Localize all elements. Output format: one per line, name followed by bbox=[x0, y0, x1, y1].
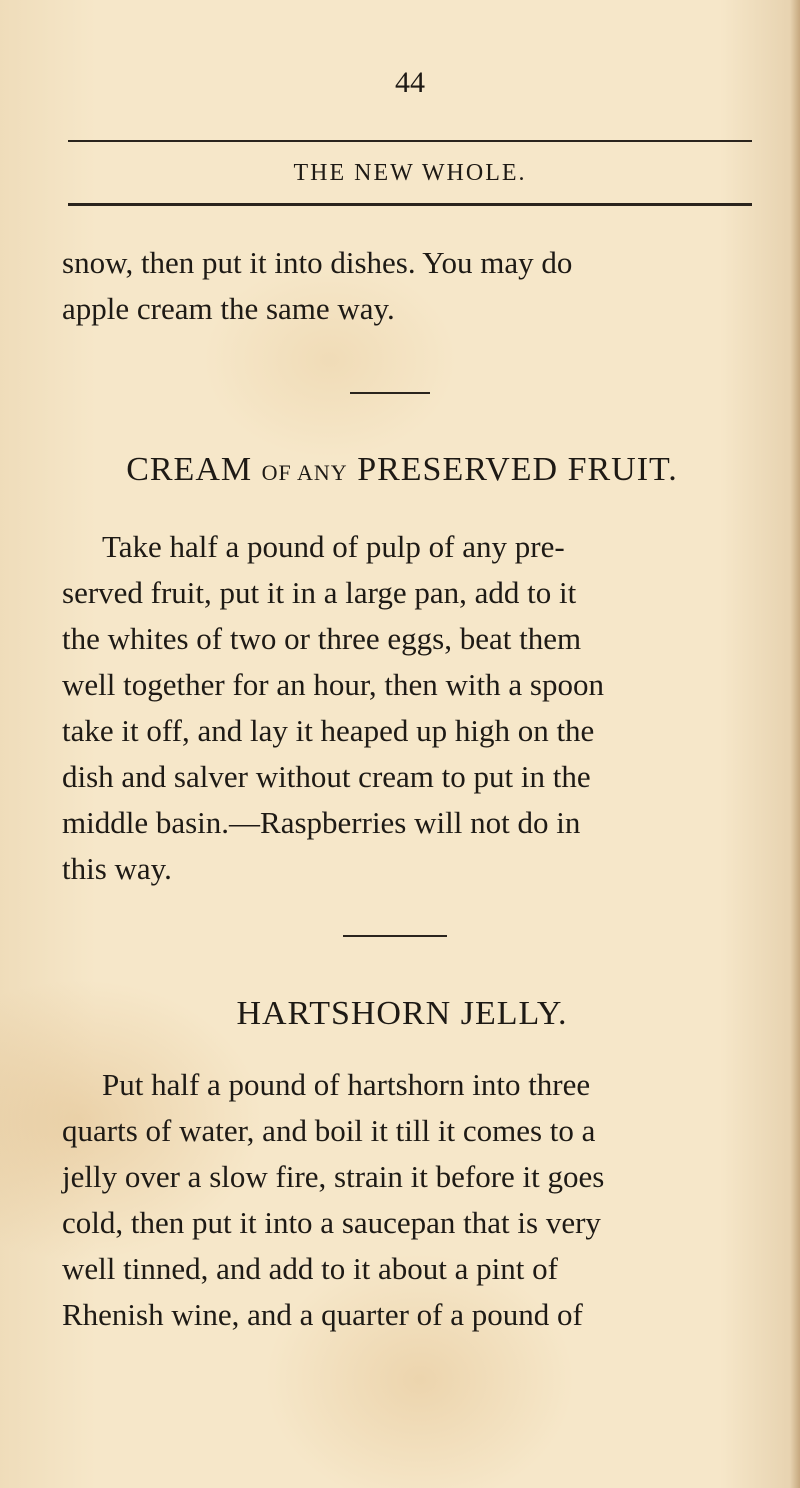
text-line: middle basin.—Raspberries will not do in bbox=[62, 805, 581, 840]
page-number: 44 bbox=[395, 66, 425, 99]
text-line: dish and salver without cream to put in the bbox=[62, 759, 591, 794]
text-line: apple cream the same way. bbox=[62, 291, 395, 326]
heading-part: CREAM bbox=[126, 451, 253, 488]
text-line: snow, then put it into dishes. You may do bbox=[62, 245, 573, 280]
recipe-heading-cream-preserved-fruit bbox=[62, 450, 742, 493]
continuation-paragraph bbox=[62, 240, 742, 332]
recipe-body-cream-preserved-fruit bbox=[62, 524, 742, 892]
section-divider bbox=[350, 392, 430, 394]
text-line: the whites of two or three eggs, beat them bbox=[62, 621, 582, 656]
running-head: THE NEW WHOLE. bbox=[293, 160, 527, 186]
page-edge-shadow bbox=[790, 0, 800, 1488]
text-line: Put half a pound of hartshorn into three bbox=[102, 1067, 591, 1102]
text-line: well together for an hour, then with a spoon bbox=[62, 667, 604, 702]
section-divider bbox=[343, 935, 447, 937]
recipe-body-hartshorn-jelly bbox=[62, 1062, 742, 1338]
text-line: Rhenish wine, and a quarter of a pound of bbox=[62, 1297, 583, 1332]
text-line: Take half a pound of pulp of any pre- bbox=[102, 529, 565, 564]
heading-part: OF ANY bbox=[261, 460, 348, 485]
text-line: quarts of water, and boil it till it comes to a bbox=[62, 1113, 596, 1148]
text-line: cold, then put it into a saucepan that is very bbox=[62, 1205, 601, 1240]
heading-part: PRESERVED FRUIT. bbox=[357, 451, 678, 488]
text-line: jelly over a slow fire, strain it before it goes bbox=[62, 1159, 605, 1194]
text-line: well tinned, and add to it about a pint of bbox=[62, 1251, 558, 1286]
header-rule-top bbox=[68, 140, 752, 142]
header-rule-bottom bbox=[68, 203, 752, 206]
text-line: served fruit, put it in a large pan, add to it bbox=[62, 575, 577, 610]
recipe-heading-hartshorn-jelly: HARTSHORN JELLY. bbox=[236, 995, 568, 1032]
text-line: take it off, and lay it heaped up high on the bbox=[62, 713, 595, 748]
text-line: this way. bbox=[62, 851, 172, 886]
